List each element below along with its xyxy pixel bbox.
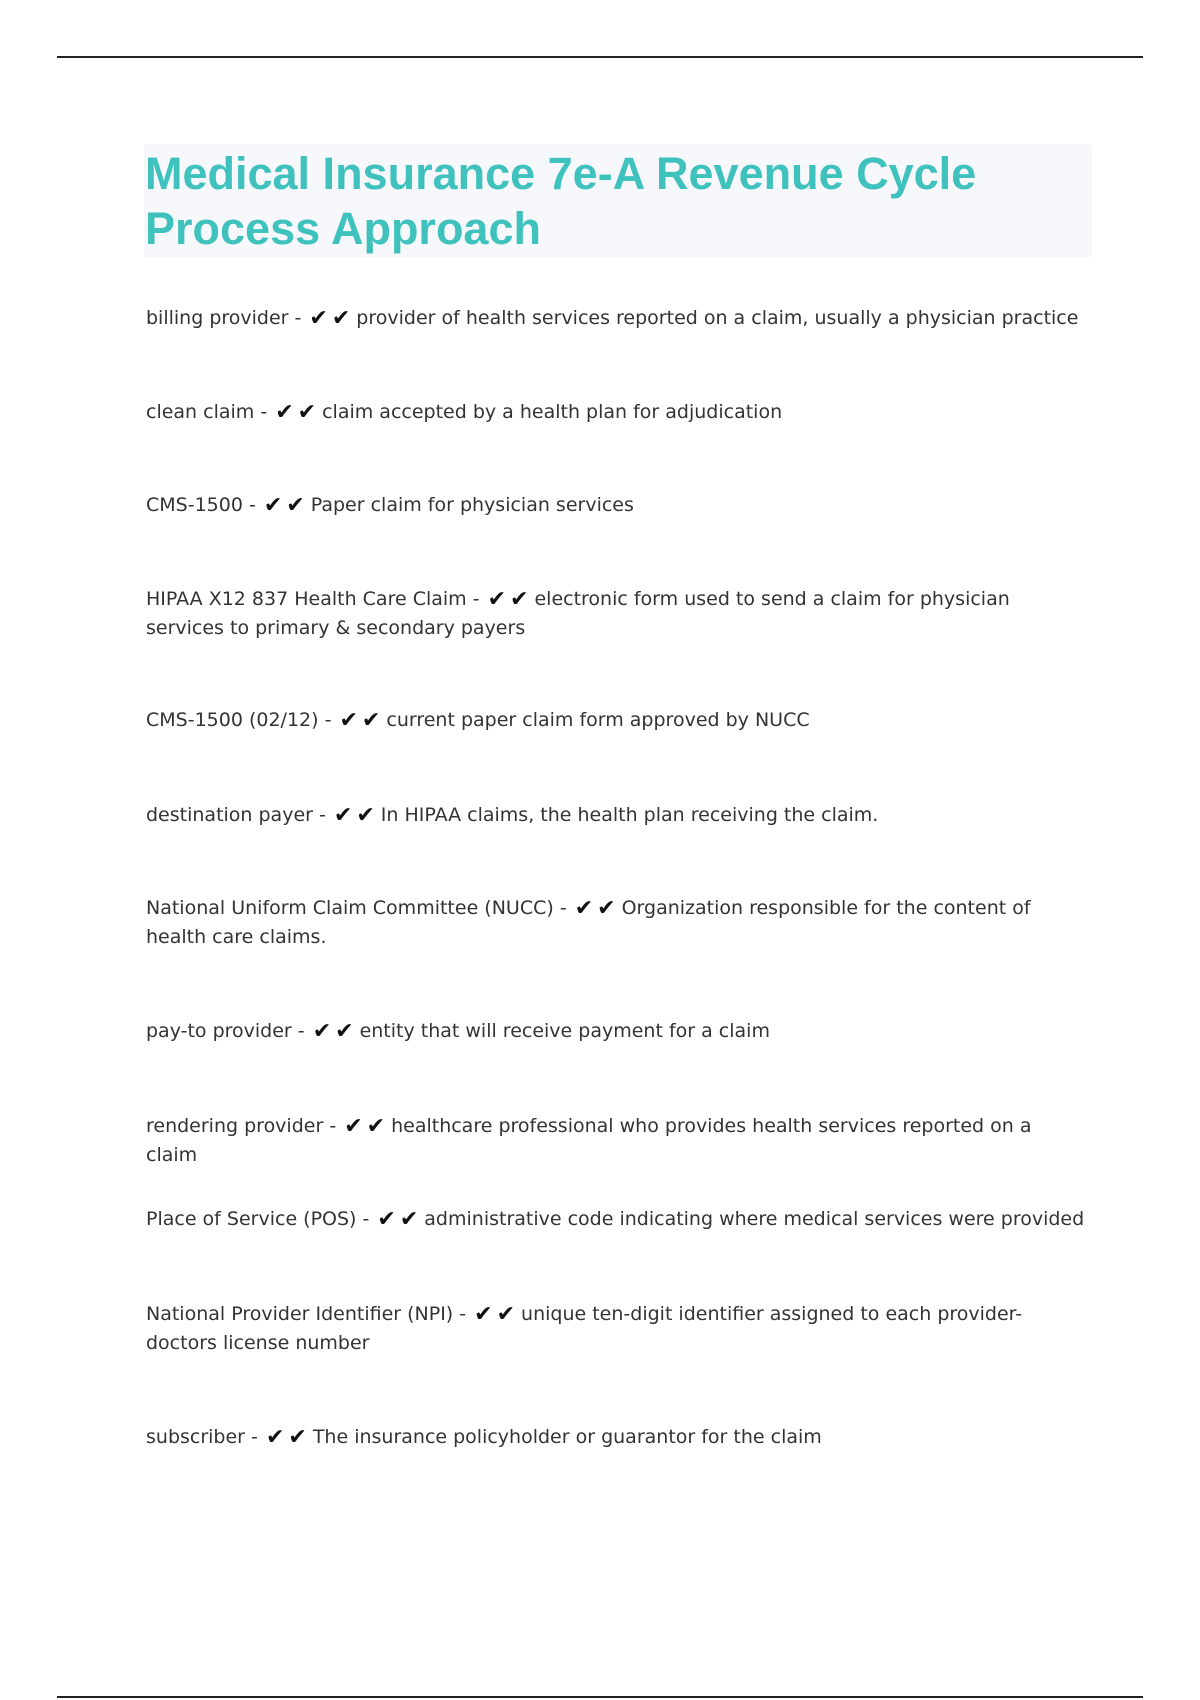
entry-definition: entity that will receive payment for a claim [359, 1020, 770, 1042]
top-rule [57, 56, 1143, 58]
check-marks-icon: ✔✔ [339, 708, 385, 733]
flashcard-entry [146, 1112, 1086, 1170]
entry-term: rendering provider [146, 1115, 324, 1137]
check-marks-icon: ✔✔ [265, 1425, 311, 1450]
check-marks-icon: ✔✔ [474, 1302, 520, 1327]
entry-definition: In HIPAA claims, the health plan receiving the claim. [380, 804, 879, 826]
entry-term: National Provider Identifier (NPI) [146, 1303, 454, 1325]
check-marks-icon: ✔✔ [333, 803, 379, 828]
check-marks-icon: ✔✔ [574, 896, 620, 921]
entry-separator: - [291, 1020, 311, 1042]
check-marks-icon: ✔✔ [312, 1019, 358, 1044]
document-title: Medical Insurance 7e-A Revenue Cycle Process Approach [145, 148, 977, 254]
flashcard-entry [146, 398, 1086, 427]
entry-term: National Uniform Claim Committee (NUCC) [146, 897, 554, 919]
entry-term: pay-to provider [146, 1020, 292, 1042]
flashcard-entry [146, 1423, 1086, 1452]
entry-separator: - [288, 307, 308, 329]
entry-separator: - [245, 1426, 264, 1448]
flashcard-entry [146, 801, 1086, 830]
entry-separator: - [312, 804, 332, 826]
entry-separator: - [318, 709, 338, 731]
entry-separator: - [254, 401, 274, 423]
entry-definition: Organization responsible for the content of health care claims. [146, 897, 1031, 948]
entry-term: Place of Service (POS) [146, 1208, 357, 1230]
entry-term: clean claim [146, 401, 255, 423]
entry-definition: Paper claim for physician services [310, 494, 634, 516]
entry-term: billing provider [146, 307, 289, 329]
entry-separator: - [466, 588, 486, 610]
entry-definition: current paper claim form approved by NUCC [386, 709, 810, 731]
flashcard-entry [146, 894, 1086, 952]
entry-term: CMS-1500 (02/12) [146, 709, 319, 731]
entry-term: destination payer [146, 804, 313, 826]
bottom-rule [57, 1696, 1143, 1698]
entry-separator: - [553, 897, 573, 919]
flashcard-entry [146, 585, 1086, 643]
entry-term: HIPAA X12 837 Health Care Claim [146, 588, 467, 610]
entry-definition: healthcare professional who provides health services reported on a claim [146, 1115, 1032, 1166]
entry-term: subscriber [146, 1426, 245, 1448]
entry-separator: - [453, 1303, 473, 1325]
check-marks-icon: ✔✔ [263, 493, 309, 518]
flashcard-entry [146, 706, 1086, 735]
entry-definition: electronic form used to send a claim for physician services to primary & secondary payers [146, 588, 1010, 639]
entry-definition: claim accepted by a health plan for adjudication [322, 401, 783, 423]
flashcard-entry [146, 1300, 1086, 1358]
flashcard-entry [146, 491, 1086, 520]
flashcard-entry [146, 304, 1086, 333]
flashcard-entry [146, 1017, 1086, 1046]
check-marks-icon: ✔✔ [344, 1114, 390, 1139]
entry-definition: unique ten-digit identifier assigned to each provider-doctors license number [146, 1303, 1023, 1354]
entry-term: CMS-1500 [146, 494, 243, 516]
check-marks-icon: ✔✔ [275, 400, 321, 425]
entry-definition: The insurance policyholder or guarantor for the claim [312, 1426, 822, 1448]
check-marks-icon: ✔✔ [487, 587, 533, 612]
flashcard-entry [146, 1205, 1086, 1234]
check-marks-icon: ✔✔ [377, 1207, 423, 1232]
entry-separator: - [242, 494, 262, 516]
check-marks-icon: ✔✔ [309, 306, 355, 331]
entry-definition: administrative code indicating where medical services were provided [424, 1208, 1085, 1230]
entry-separator: - [323, 1115, 343, 1137]
entry-definition: provider of health services reported on a claim, usually a physician practice [356, 307, 1079, 329]
entry-separator: - [356, 1208, 376, 1230]
